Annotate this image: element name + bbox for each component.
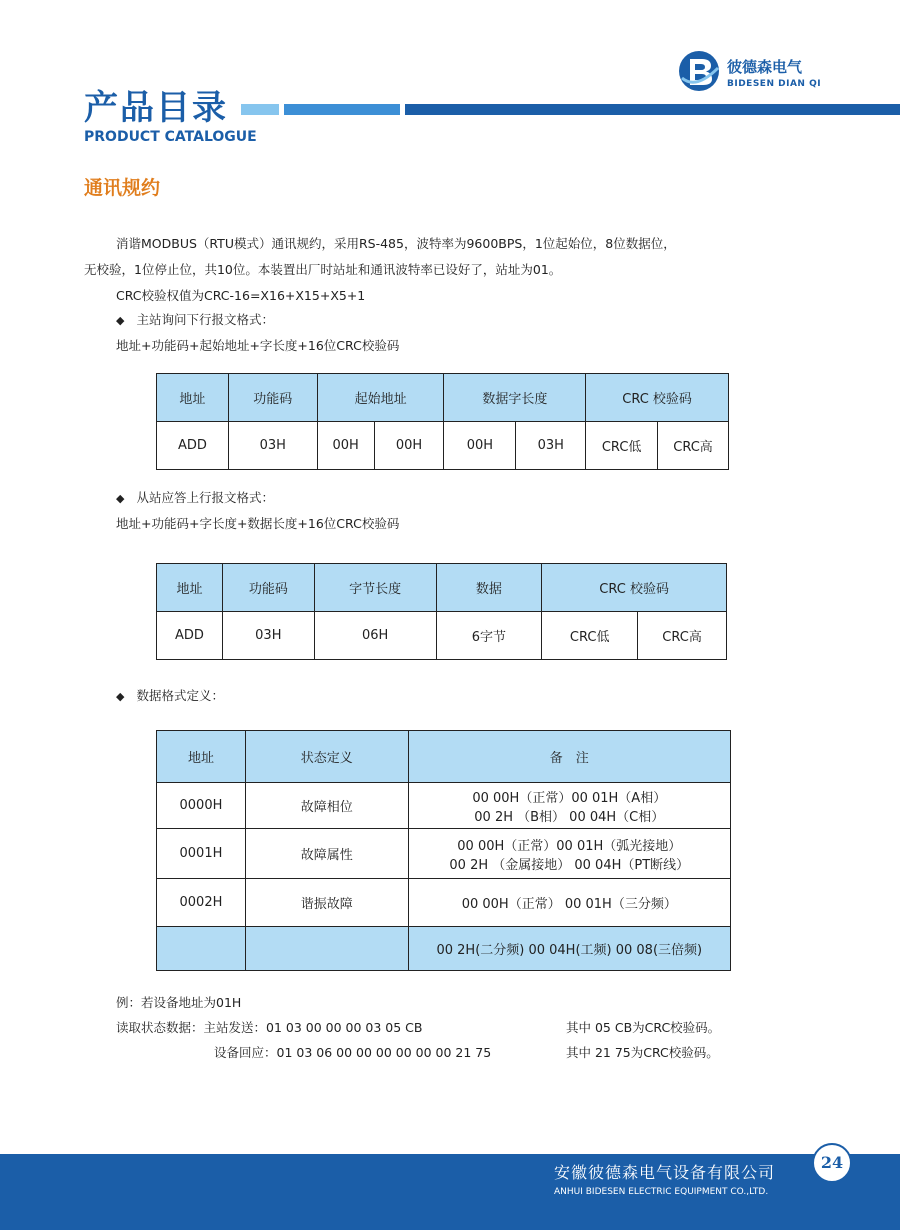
- intro-line-2: 无校验，1位停止位，共10位。本装置出厂时站址和通讯波特率已设好了，站址为01。: [84, 262, 562, 277]
- table-cell: 00 00H（正常） 00 01H（三分频）: [408, 879, 730, 927]
- table-header-cell: 字节长度: [314, 564, 436, 612]
- note-line: 00 2H （B相） 00 04H（C相）: [474, 809, 665, 825]
- page-subtitle: PRODUCT CATALOGUE: [84, 129, 257, 145]
- note-line: 00 00H（正常）00 01H（A相）: [472, 790, 667, 806]
- table-cell: ADD: [157, 612, 223, 660]
- table-cell: 03H: [228, 422, 317, 470]
- table-cell: [408, 783, 730, 829]
- table-cell: CRC高: [658, 422, 729, 470]
- page-number: 24: [812, 1143, 852, 1183]
- downlink-title: 主站询问下行报文格式：: [136, 312, 274, 327]
- table-cell: 00H: [444, 422, 516, 470]
- uplink-format: 地址+功能码+字长度+数据长度+16位CRC校验码: [116, 516, 400, 531]
- uplink-table: [156, 563, 727, 660]
- table-cell: 故障相位: [245, 783, 408, 829]
- table-header-cell: 地址: [157, 374, 229, 422]
- header-bar-dark: [405, 104, 900, 115]
- table-row: [157, 422, 729, 470]
- table-cell: 谐振故障: [245, 879, 408, 927]
- diamond-bullet-icon: ◆: [116, 314, 125, 327]
- table-header-cell: 地址: [157, 731, 246, 783]
- uplink-title: 从站应答上行报文格式：: [136, 490, 274, 505]
- brand-name-en: BIDESEN DIAN QI: [727, 79, 822, 89]
- table-cell: 0001H: [157, 829, 246, 879]
- table-cell: 03H: [516, 422, 586, 470]
- table-cell: 6字节: [436, 612, 542, 660]
- table-cell: 03H: [222, 612, 314, 660]
- table-cell: 故障属性: [245, 829, 408, 879]
- diamond-bullet-icon: ◆: [116, 492, 125, 505]
- downlink-heading: [116, 312, 274, 329]
- table-cell: 0002H: [157, 879, 246, 927]
- intro-line-1: 消谐MODBUS（RTU模式）通讯规约，采用RS-485，波特率为9600BPS，1位起始位，8位数据位，: [116, 236, 676, 251]
- table-cell: CRC低: [542, 612, 638, 660]
- table-row: [157, 879, 731, 927]
- data-format-heading: [116, 688, 224, 705]
- page-title: 产品目录: [84, 88, 228, 128]
- table-cell: 00 2H(二分频) 00 04H(工频) 00 08(三倍频): [408, 927, 730, 971]
- table-header-cell: 功能码: [222, 564, 314, 612]
- table-cell: 06H: [314, 612, 436, 660]
- table-cell: CRC低: [586, 422, 658, 470]
- table-header-cell: 功能码: [228, 374, 317, 422]
- table-cell: [157, 927, 246, 971]
- example-read-note: 其中 05 CB为CRC校验码。: [566, 1020, 721, 1035]
- table-header-cell: 数据: [436, 564, 542, 612]
- table-row: [157, 829, 731, 879]
- header-bar-mid: [284, 104, 400, 115]
- table-header-cell: 起始地址: [317, 374, 444, 422]
- table-header-cell: 数据字长度: [444, 374, 586, 422]
- intro-line-3: CRC校验权值为CRC-16=X16+X15+X5+1: [116, 288, 366, 303]
- table-row: [157, 927, 731, 971]
- brand-name-cn: 彼德森电气: [727, 58, 803, 76]
- data-format-table: [156, 730, 731, 971]
- table-cell: 00H: [374, 422, 444, 470]
- example-line: 例：若设备地址为01H: [116, 995, 242, 1010]
- table-cell: ADD: [157, 422, 229, 470]
- table-cell: CRC高: [638, 612, 727, 660]
- table-row: [157, 783, 731, 829]
- note-line: 00 00H（正常）00 01H（弧光接地）: [457, 838, 682, 854]
- footer-company-en: ANHUI BIDESEN ELECTRIC EQUIPMENT CO.,LTD.: [554, 1187, 769, 1197]
- data-format-title: 数据格式定义：: [136, 688, 224, 703]
- table-cell: [245, 927, 408, 971]
- table-header-cell: 状态定义: [245, 731, 408, 783]
- note-line: 00 2H （金属接地） 00 04H（PT断线）: [449, 857, 690, 873]
- table-header-cell: 地址: [157, 564, 223, 612]
- table-header-cell: 备 注: [408, 731, 730, 783]
- table-header-row: [157, 374, 729, 422]
- header-bar-light: [241, 104, 279, 115]
- section-title: 通讯规约: [84, 177, 161, 199]
- table-header-cell: CRC 校验码: [586, 374, 729, 422]
- example-reply-note: 其中 21 75为CRC校验码。: [566, 1045, 719, 1060]
- table-header-row: [157, 564, 727, 612]
- downlink-table: [156, 373, 729, 470]
- example-reply: 设备回应：01 03 06 00 00 00 00 00 00 21 75: [214, 1045, 492, 1060]
- table-row: [157, 612, 727, 660]
- table-cell: 0000H: [157, 783, 246, 829]
- table-cell: 00H: [317, 422, 374, 470]
- uplink-heading: [116, 490, 274, 507]
- downlink-format: 地址+功能码+起始地址+字长度+16位CRC校验码: [116, 338, 400, 353]
- table-cell: [408, 829, 730, 879]
- footer-company-cn: 安徽彼德森电气设备有限公司: [554, 1163, 776, 1182]
- table-header-row: [157, 731, 731, 783]
- bidesen-logo-icon: [678, 50, 720, 92]
- example-read-command: 读取状态数据：主站发送：01 03 00 00 00 03 05 CB: [116, 1020, 423, 1035]
- diamond-bullet-icon: ◆: [116, 690, 125, 703]
- table-header-cell: CRC 校验码: [542, 564, 727, 612]
